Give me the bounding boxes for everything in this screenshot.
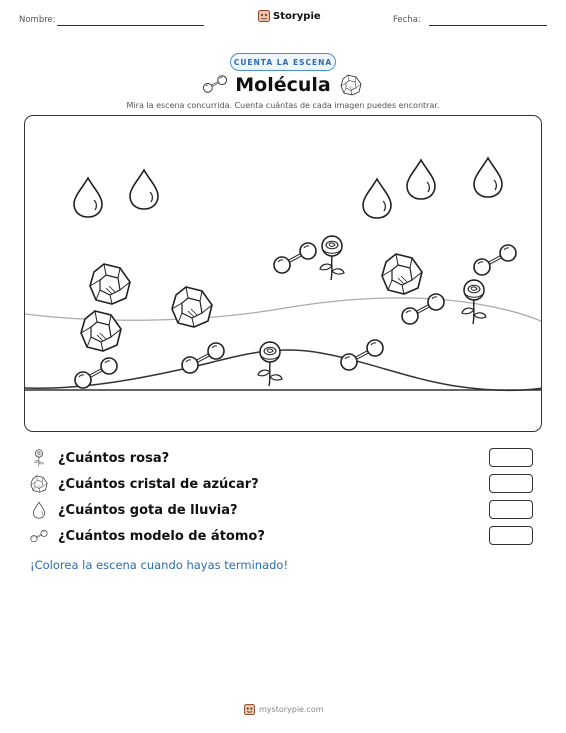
date-label: Fecha: xyxy=(393,15,421,25)
page-title: Molécula xyxy=(235,74,331,96)
question-row xyxy=(30,501,540,521)
scene-box xyxy=(24,115,542,432)
atom-model xyxy=(75,358,117,388)
raindrop xyxy=(130,170,158,209)
date-field[interactable] xyxy=(429,25,547,26)
name-field[interactable] xyxy=(57,25,204,26)
sugar-crystal xyxy=(382,254,422,294)
rose xyxy=(258,342,282,386)
answer-box[interactable] xyxy=(489,500,533,519)
atom-model xyxy=(474,245,516,275)
atom-model-icon xyxy=(30,527,48,545)
scene-illustration xyxy=(25,116,542,432)
raindrop xyxy=(74,178,102,217)
rose xyxy=(320,236,344,280)
sugar-crystal-icon xyxy=(30,475,48,493)
storypie-logo-icon xyxy=(244,704,255,715)
question-text: ¿Cuántos modelo de átomo? xyxy=(58,529,265,544)
question-row xyxy=(30,449,540,469)
instructions: Mira la escena concurrida. Cuenta cuántas de cada imagen puedes encontrar. xyxy=(126,101,440,110)
atom-model xyxy=(274,243,316,273)
section-badge: CUENTA LA ESCENA xyxy=(230,53,336,71)
question-row xyxy=(30,527,540,547)
raindrop xyxy=(407,160,435,199)
brand-name: Storypie xyxy=(273,10,321,22)
question-text: ¿Cuántos rosa? xyxy=(58,451,170,466)
name-label: Nombre: xyxy=(19,15,56,25)
sugar-crystal xyxy=(81,311,121,351)
answer-box[interactable] xyxy=(489,448,533,467)
storypie-logo-icon xyxy=(258,10,270,22)
raindrop xyxy=(474,158,502,197)
sugar-crystal-icon xyxy=(339,73,363,97)
question-text: ¿Cuántos gota de lluvia? xyxy=(58,503,238,518)
atom-model xyxy=(182,343,224,373)
rose-icon xyxy=(30,449,48,467)
raindrop-icon xyxy=(30,501,48,519)
answer-box[interactable] xyxy=(489,474,533,493)
closing-instruction: ¡Colorea la escena cuando hayas terminado! xyxy=(30,558,289,572)
footer xyxy=(244,704,324,715)
answer-box[interactable] xyxy=(489,526,533,545)
atom-model xyxy=(341,340,383,370)
question-row xyxy=(30,475,540,495)
raindrop xyxy=(363,179,391,218)
footer-url: mystorypie.com xyxy=(259,705,324,714)
sugar-crystal xyxy=(172,287,212,327)
question-text: ¿Cuántos cristal de azúcar? xyxy=(58,477,259,492)
brand-logo xyxy=(258,10,321,22)
sugar-crystal xyxy=(90,264,130,304)
